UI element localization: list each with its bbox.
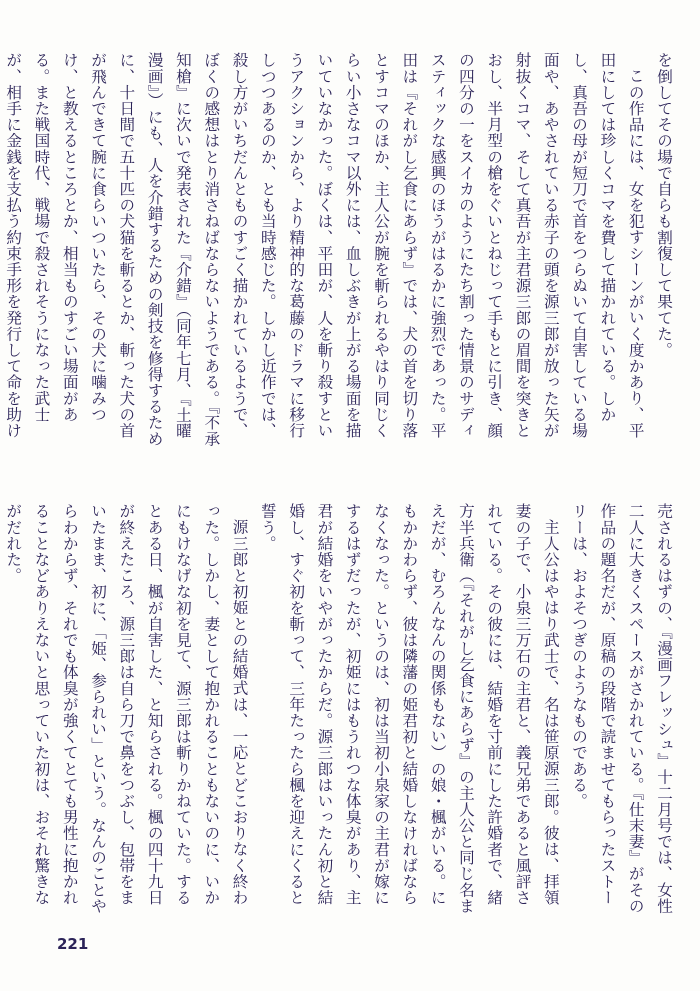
lower-text-block bbox=[4, 503, 678, 919]
paragraph: 売されるはずの、『漫画フレッシュ』十二月号では、女性二人に大きくスペースがさかれている。『仕末妻』がその作品の題名だが、原稿の段階で読ませてもらったストーリーは、およそつぎのようなものである。 bbox=[570, 503, 673, 914]
paragraph: 主人公はやはり武士で、名は笹原源三郎。彼は、拝領妻の子で、小泉三万石の主君と、義兄弟であると風評されている。その彼には、結婚を寸前にした許婚者で、緒方半兵衛（『それがし乞食にあらず』の主人公と同じ名まえだが、むろんなんの関係もない）の娘・楓がいる。にもかかわらず、彼は隣藩の姫君初と結婚しなければならなくなった。というのは、初は当初小泉家の主君が嫁にするはずだったが、初姫にはもうれつな体臭があり、主君が結婚をいやがったからだ。源三郎はいったん初と結婚し、すぐ初を斬って、三年たったら楓を迎えにくると誓う。 bbox=[258, 503, 560, 914]
page-number: 221 bbox=[57, 935, 89, 953]
upper-text-block bbox=[4, 52, 678, 452]
paragraph: この作品には、女を犯すシーンがいく度かあり、平田にしては珍しくコマを費して描かれている。しかし、真吾の母が短刀で首をつらぬいて自害している場面や、あやされている赤子の頭を源三郎が放った矢が射抜くコマ、そして真吾が主君源三郎の眉間を突きとおし、半月型の槍をぐいとねじって手もとに引き、顔の四分の一をスイカのようにたち割った情景のサディスティックな感興のほうがはるかに強烈であった。平田は『それがし乞食にあらず』では、犬の首を切り落とすコマのほか、主人公が腕を斬られるやはり同じくらい小さなコマ以外には、血しぶきが上がる場面を描いていなかった。ぼくは、平田が、人を斬り殺すというアクションから、より精神的な葛藤のドラマに移行しつつあるのか、とも当時感じた。しかし近作では、殺し方がいちだんとものすごく描かれているようで、ぼくの感想はとり消さねばならないようである。『不承知槍』に次いで発表された『介錯』（同年七月、『土曜漫画』）にも、人を介錯するための剣技を修得するために、十日間で五十匹の犬猫を斬るとか、斬った犬の首が飛んできて腕に食らいついたら、その犬に噛みつけ、と教えるところとか、相当ものすごい場面がある。また戦国時代、戦場で殺されそうになった武士が、相手に金銭を支払う約束手形を発行して命を助け bbox=[4, 52, 645, 447]
paragraph: を倒してその場で自らも割復して果てた。 bbox=[655, 52, 673, 358]
paragraph: 源三郎と初姫との結婚式は、一応とどこおりなく終わった。しかし、妻として抱かれることもないのに、いかにもけなげな初を見て、源三郎は斬りかねていた。するとある日、楓が自害した、と知らされる。楓の四十九日が終えたころ、源三郎は自ら刀で鼻をつぶし、包帯をまいたまま、初に、「姫、参られい」という。なんのことやらわからず、それでも体臭が強くてとても男性に抱かれることなどありえないと思っていた初は、おそれ驚きながだれた。 bbox=[4, 503, 249, 914]
